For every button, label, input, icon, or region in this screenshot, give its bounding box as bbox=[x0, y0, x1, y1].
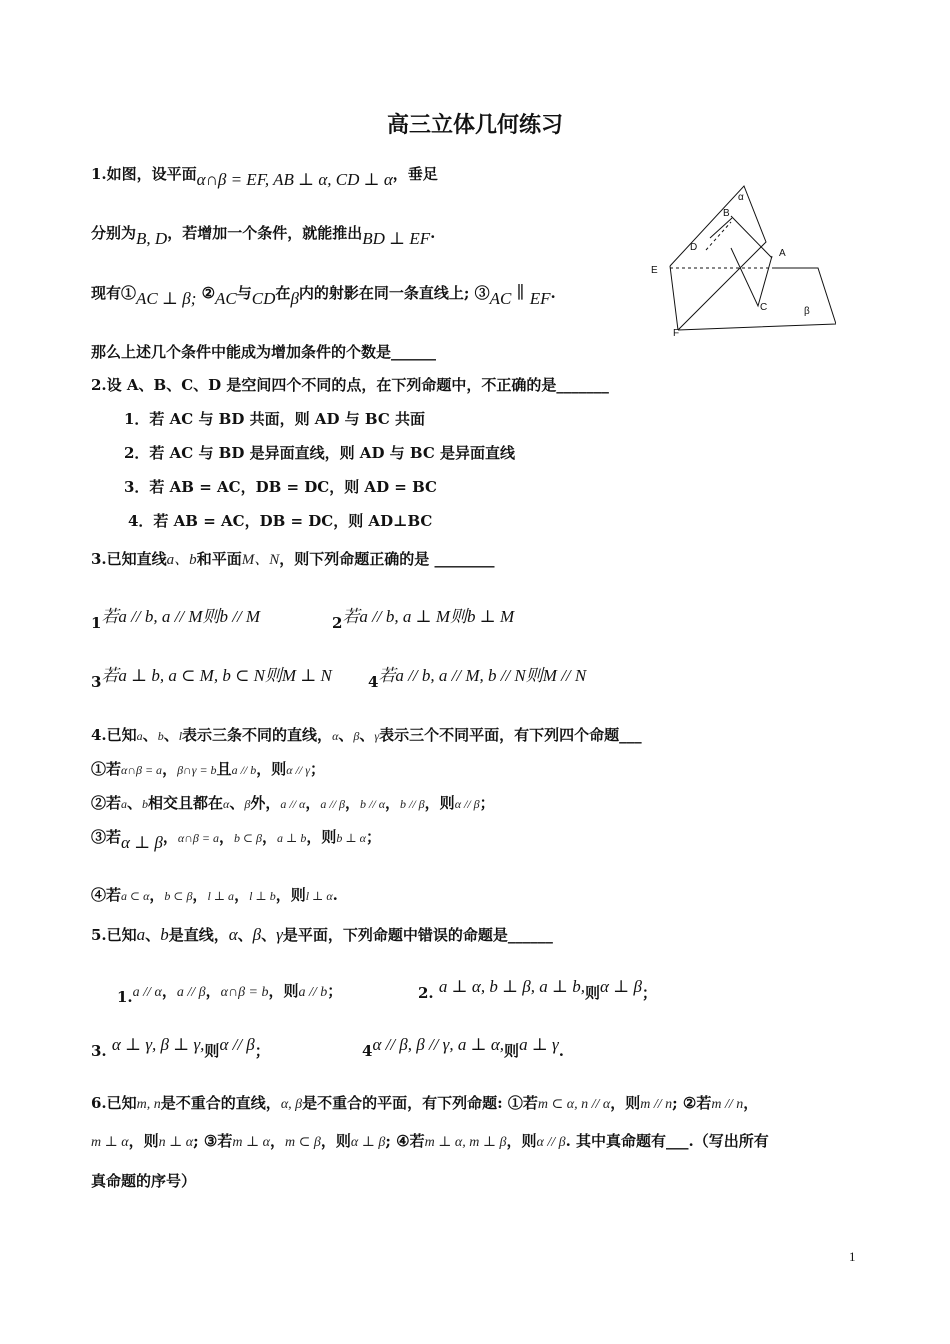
q4-text: ， bbox=[162, 760, 178, 778]
q4-text: 、 bbox=[127, 794, 143, 812]
q3-formula: 若a ⊥ b, a ⊂ M, b ⊂ N则M ⊥ N bbox=[101, 666, 332, 685]
q1-text: . bbox=[550, 284, 556, 302]
q6-formula: α ⊥ β bbox=[350, 1135, 386, 1150]
q4-formula: b bbox=[142, 797, 149, 811]
q4-text: ， bbox=[305, 794, 321, 812]
q5-text: 是平面，下列命题中错误的命题是______ bbox=[282, 926, 553, 944]
plane-alpha-edge bbox=[670, 186, 766, 330]
q4-formula: l ⊥ a bbox=[207, 889, 235, 903]
q4-text: ③若 bbox=[91, 828, 122, 846]
q1-formula: CD bbox=[251, 289, 276, 308]
q5-text: ，则 bbox=[268, 982, 299, 1000]
q4-text: 外， bbox=[250, 794, 281, 812]
q6-text: ; ③若 bbox=[193, 1132, 233, 1150]
q4-text: ， bbox=[192, 886, 208, 904]
q4-proposition-4 bbox=[91, 884, 338, 905]
q5-formula: a // b bbox=[298, 985, 328, 1000]
q5-text: ； bbox=[641, 984, 657, 1002]
q1-text: ，若增加一个条件，就能推出 bbox=[167, 224, 363, 242]
q6-line-1 bbox=[91, 1092, 758, 1113]
q1-text: 现有① bbox=[91, 284, 137, 302]
q6-formula: α // β bbox=[536, 1135, 566, 1150]
q1-text: 内的射影在同一条直线上; ③ bbox=[298, 284, 490, 302]
q4-formula: α∩β = a bbox=[177, 831, 219, 845]
q3-option-1 bbox=[91, 602, 261, 632]
q1-formula: β bbox=[290, 289, 299, 308]
q6-text: ，则 bbox=[128, 1132, 159, 1150]
q5-formula: γ bbox=[276, 925, 283, 944]
q5-text: 则 bbox=[204, 1042, 220, 1060]
q4-text: 4.已知 bbox=[91, 726, 137, 744]
q4-formula: α bbox=[223, 797, 230, 811]
q4-formula: γ bbox=[374, 729, 380, 743]
q5-formula: α ⊥ γ, β ⊥ γ, bbox=[111, 1035, 205, 1054]
label-e: E bbox=[651, 265, 658, 276]
q4-formula: l ⊥ α bbox=[305, 889, 333, 903]
q4-formula: l ⊥ b bbox=[249, 889, 276, 903]
q5-text: 则 bbox=[504, 1042, 520, 1060]
q6-text: ; ④若 bbox=[385, 1132, 425, 1150]
q1-formula: AC bbox=[215, 289, 237, 308]
q6-text: ， bbox=[270, 1132, 286, 1150]
q1-formula: EF bbox=[529, 289, 551, 308]
q1-text: 在 bbox=[275, 284, 291, 302]
q5-formula: b bbox=[160, 925, 169, 944]
q4-formula: a ⊂ α bbox=[121, 889, 150, 903]
q6-formula: m ⊂ α, n // α bbox=[537, 1097, 611, 1112]
q4-formula: β bbox=[353, 729, 360, 743]
q5-option-4 bbox=[362, 1034, 564, 1060]
q1-line-4: 那么上述几个条件中能成为增加条件的个数是______ bbox=[91, 343, 437, 361]
q6-text: ，则 bbox=[320, 1132, 351, 1150]
q4-text: 、 bbox=[229, 794, 245, 812]
q4-text: ； bbox=[309, 760, 325, 778]
q6-formula: m, n bbox=[136, 1097, 161, 1112]
q4-text: ②若 bbox=[91, 794, 122, 812]
q6-text: ， bbox=[743, 1094, 759, 1112]
q5-text: ； bbox=[327, 982, 343, 1000]
q5-option-number: 1. bbox=[117, 988, 133, 1006]
q3-option-number: 3 bbox=[91, 673, 102, 691]
q1-formula: AC bbox=[489, 289, 512, 308]
q5-option-3 bbox=[91, 1034, 270, 1060]
q5-stem bbox=[91, 924, 553, 945]
q5-formula: α∩β = b bbox=[220, 985, 269, 1000]
q3-stem bbox=[91, 548, 494, 569]
q3-option-3 bbox=[91, 661, 332, 691]
page-title: 高三立体几何练习 bbox=[386, 113, 563, 138]
q5-formula: a ⊥ α, b ⊥ β, a ⊥ b, bbox=[438, 977, 586, 996]
q5-formula: α bbox=[228, 925, 238, 944]
q4-text: ④若 bbox=[91, 886, 122, 904]
q4-text: 、 bbox=[359, 726, 375, 744]
q4-formula: a bbox=[136, 729, 143, 743]
q5-option-number: 3. bbox=[91, 1042, 107, 1060]
q5-formula: a bbox=[136, 925, 146, 944]
q1-text: 1.如图，设平面 bbox=[91, 165, 197, 183]
q6-formula: m ⊥ α bbox=[91, 1135, 129, 1150]
plane-beta-edge bbox=[678, 268, 836, 330]
q4-formula: a // b bbox=[231, 763, 257, 777]
q6-text: ; ②若 bbox=[672, 1094, 712, 1112]
q4-text: ， bbox=[218, 828, 234, 846]
q5-option-2 bbox=[418, 976, 657, 1002]
q4-text: 、 bbox=[142, 726, 158, 744]
q1-line-1 bbox=[91, 163, 438, 189]
label-alpha: α bbox=[738, 192, 744, 203]
q4-text: 表示三条不同的直线， bbox=[182, 726, 333, 744]
q4-formula: a bbox=[121, 797, 128, 811]
q1-formula: ∥ bbox=[516, 283, 525, 302]
q4-text: ，则 bbox=[256, 760, 287, 778]
q4-formula: α bbox=[332, 729, 339, 743]
q1-formula: AC ⊥ β; bbox=[136, 289, 197, 308]
q6-text: . 其中真命题有___.（写出所有 bbox=[565, 1132, 769, 1150]
q4-formula: b ⊂ β bbox=[164, 889, 193, 903]
q4-text: ； bbox=[479, 794, 495, 812]
q3-formula: 若a // b, a ⊥ M则b ⊥ M bbox=[342, 607, 515, 626]
q3-text: 和平面 bbox=[196, 550, 242, 568]
q3-option-number: 2 bbox=[332, 614, 343, 632]
q3-option-number: 4 bbox=[368, 673, 379, 691]
q4-formula: b ⊥ α bbox=[336, 831, 366, 845]
q6-formula: n ⊥ α bbox=[158, 1135, 194, 1150]
q6-text: 6.已知 bbox=[91, 1094, 137, 1112]
q3-formula: 若a // b, a // M则b // M bbox=[101, 607, 261, 626]
q1-text: ，垂足 bbox=[392, 165, 438, 183]
q4-text: ， bbox=[162, 828, 178, 846]
q5-text: 是直线， bbox=[168, 926, 229, 944]
q4-formula: β∩γ = b bbox=[177, 763, 217, 777]
q4-text: 、 bbox=[338, 726, 354, 744]
q4-formula: a // α bbox=[280, 797, 306, 811]
q3-text: ，则下列命题正确的是 ________ bbox=[279, 550, 495, 568]
line-ef bbox=[670, 266, 678, 330]
q4-proposition-1 bbox=[91, 758, 325, 779]
label-d: D bbox=[690, 242, 698, 253]
plane-intersection-figure bbox=[646, 178, 836, 338]
q5-option-1 bbox=[117, 980, 343, 1006]
q6-formula: m ⊥ α bbox=[232, 1135, 270, 1150]
q3-option-number: 1 bbox=[91, 614, 102, 632]
q3-option-4 bbox=[368, 661, 587, 691]
q5-formula: α // β bbox=[219, 1035, 255, 1054]
q4-text: ， bbox=[149, 886, 165, 904]
q6-formula: m ⊥ α, m ⊥ β bbox=[424, 1135, 507, 1150]
q3-formula: 若a // b, a // M, b // N则M // N bbox=[378, 666, 587, 685]
label-b: B bbox=[723, 208, 730, 219]
q4-formula: b ⊂ β bbox=[233, 831, 263, 845]
dashed-bd-line bbox=[706, 222, 731, 250]
page-number: 1 bbox=[849, 1249, 856, 1264]
q1-formula: α∩β = EF, AB ⊥ α, CD ⊥ α bbox=[196, 170, 393, 189]
q4-formula: α ⊥ β bbox=[121, 833, 163, 852]
q5-text: 、 bbox=[237, 926, 253, 944]
q4-text: ； bbox=[365, 828, 381, 846]
q5-formula: α ⊥ β bbox=[600, 977, 642, 996]
q5-text: ， bbox=[161, 982, 177, 1000]
q5-formula: β bbox=[252, 925, 262, 944]
q4-text: 相交且都在 bbox=[148, 794, 224, 812]
q4-proposition-2 bbox=[91, 792, 495, 813]
q4-text: ，则 bbox=[424, 794, 455, 812]
q4-text: ， bbox=[262, 828, 278, 846]
label-a: A bbox=[779, 248, 786, 259]
q4-text: ， bbox=[345, 794, 361, 812]
q5-text: ； bbox=[254, 1042, 270, 1060]
line-bd bbox=[710, 218, 732, 238]
q5-formula: a // β bbox=[176, 985, 206, 1000]
q1-formula: BD ⊥ EF bbox=[362, 229, 431, 248]
q4-formula: α // β bbox=[454, 797, 480, 811]
q4-formula: b bbox=[157, 729, 164, 743]
label-beta: β bbox=[804, 306, 810, 317]
q1-formula: B, D bbox=[136, 229, 168, 248]
q4-formula: β bbox=[244, 797, 251, 811]
q6-text: ，则 bbox=[610, 1094, 641, 1112]
q4-text: ， bbox=[385, 794, 401, 812]
q4-formula: b // α bbox=[360, 797, 385, 811]
q4-formula: a // β bbox=[320, 797, 346, 811]
q4-formula: b // β bbox=[400, 797, 425, 811]
q4-formula: l bbox=[178, 729, 183, 743]
q5-text: ， bbox=[205, 982, 221, 1000]
q3-formula: a、b bbox=[166, 552, 197, 568]
q1-text: 与 bbox=[236, 284, 252, 302]
q1-line-3 bbox=[91, 282, 556, 308]
q5-text: 、 bbox=[261, 926, 277, 944]
q5-formula: a ⊥ γ bbox=[519, 1035, 559, 1054]
q4-formula: α // γ bbox=[286, 763, 310, 777]
q6-formula: α, β bbox=[280, 1097, 303, 1112]
q6-formula: m ⊂ β bbox=[285, 1135, 321, 1150]
q1-text: . bbox=[430, 224, 436, 242]
line-ab bbox=[731, 216, 772, 258]
q4-formula: α∩β = a bbox=[121, 763, 163, 777]
q6-line-2 bbox=[91, 1130, 769, 1151]
q3-option-2 bbox=[332, 602, 515, 632]
q1-text: 分别为 bbox=[91, 224, 137, 242]
q4-proposition-3 bbox=[91, 826, 381, 852]
q5-text: . bbox=[558, 1042, 564, 1060]
q6-text: 是不重合的平面，有下列命题: ①若 bbox=[302, 1094, 538, 1112]
q4-stem bbox=[91, 724, 642, 745]
q6-formula: m // n bbox=[711, 1097, 744, 1112]
q4-text: ①若 bbox=[91, 760, 122, 778]
q4-text: 表示三个不同平面，有下列四个命题___ bbox=[379, 726, 642, 744]
q4-text: 且 bbox=[216, 760, 232, 778]
q6-text: 是不重合的直线， bbox=[160, 1094, 281, 1112]
q5-formula: α // β, β // γ, a ⊥ α, bbox=[372, 1035, 505, 1054]
q4-text: ， bbox=[234, 886, 250, 904]
q5-text: 、 bbox=[145, 926, 161, 944]
q2-option-1: 1．若 AC 与 BD 共面，则 AD 与 BC 共面 bbox=[124, 410, 426, 428]
q4-text: ，则 bbox=[306, 828, 337, 846]
q6-text: ，则 bbox=[506, 1132, 537, 1150]
label-f: F bbox=[673, 328, 680, 338]
q3-formula: M、N bbox=[241, 552, 280, 568]
label-c: C bbox=[760, 302, 768, 313]
q5-option-number: 4 bbox=[362, 1042, 373, 1060]
q5-text: 则 bbox=[585, 984, 601, 1002]
q6-formula: m // n bbox=[640, 1097, 673, 1112]
q2-option-2: 2．若 AC 与 BD 是异面直线，则 AD 与 BC 是异面直线 bbox=[124, 444, 516, 462]
q5-option-number: 2. bbox=[418, 984, 434, 1002]
q4-text: ，则 bbox=[275, 886, 306, 904]
q4-text: . bbox=[332, 886, 338, 904]
q4-formula: a ⊥ b bbox=[277, 831, 307, 845]
q2-stem: 2.设 A、B、C、D 是空间四个不同的点，在下列命题中，不正确的是_______ bbox=[91, 376, 609, 394]
q5-formula: a // α bbox=[132, 985, 162, 1000]
q1-text: ② bbox=[201, 284, 216, 302]
q4-text: 、 bbox=[163, 726, 179, 744]
q2-option-3: 3．若 AB = AC，DB = DC，则 AD = BC bbox=[124, 478, 437, 496]
q5-text: 5.已知 bbox=[91, 926, 137, 944]
q1-line-2 bbox=[91, 222, 436, 248]
q6-line-3: 真命题的序号） bbox=[91, 1172, 197, 1190]
q2-option-4: 4．若 AB = AC，DB = DC，则 AD⊥BC bbox=[128, 512, 433, 530]
q3-text: 3.已知直线 bbox=[91, 550, 167, 568]
